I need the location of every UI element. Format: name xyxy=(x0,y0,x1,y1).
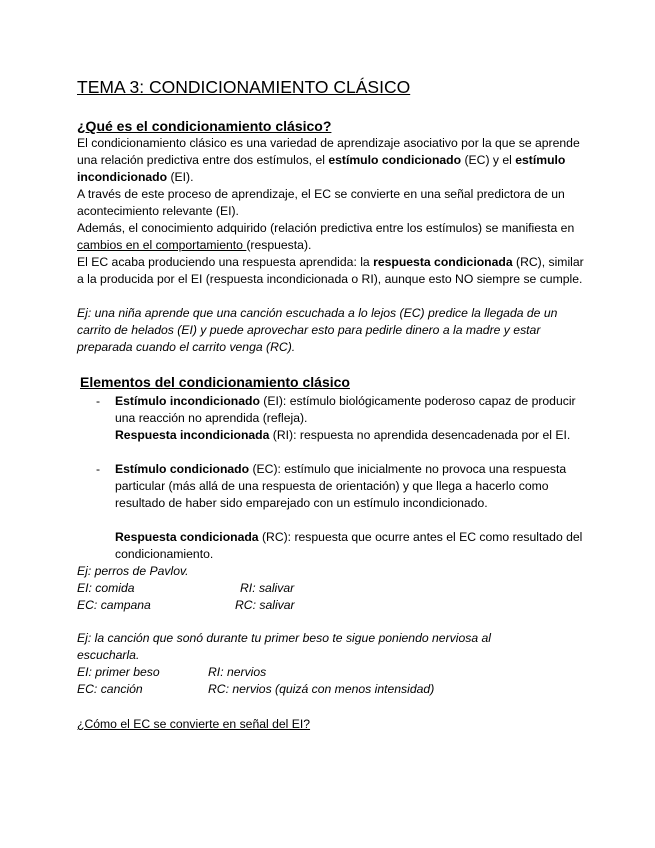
example-pavlov-rc: RC: salivar xyxy=(235,598,295,612)
list-bullet: - xyxy=(96,394,101,408)
paragraph-knowledge xyxy=(77,220,587,254)
list-item-ei xyxy=(115,393,585,427)
example-pavlov-title: Ej: perros de Pavlov. xyxy=(77,564,189,578)
text: (RC), similar a la producida por el EI (respuesta incondicionada o RI), aunque esto NO siempre se cumple. xyxy=(77,255,584,286)
text: (EC) y el xyxy=(461,153,516,167)
text: (RC): respuesta que ocurre antes el EC como resultado del condicionamiento. xyxy=(115,530,583,561)
bold-term: Respuesta incondicionada xyxy=(115,428,270,442)
example-pavlov-ei: EI: comida xyxy=(77,581,135,595)
list-subitem-ri xyxy=(115,427,585,444)
paragraph-response xyxy=(77,254,587,288)
text: (respuesta). xyxy=(246,238,312,252)
bold-term: Estímulo condicionado xyxy=(115,462,250,476)
text: (EC): estímulo que inicialmente no provoca una respuesta particular (más allá de una respuesta de orientación) y que llega a hacerlo como resultado de haber sido emparejado con un estímulo incondicionado. xyxy=(115,462,567,510)
list-item-ec xyxy=(115,461,585,512)
paragraph-definition xyxy=(77,135,587,186)
list-bullet: - xyxy=(96,462,101,476)
bold-term: Respuesta condicionada xyxy=(115,530,259,544)
bold-term: estímulo condicionado xyxy=(328,153,462,167)
section-heading-que-es: ¿Qué es el condicionamiento clásico? xyxy=(77,118,332,134)
underlined-text: cambios en el comportamiento xyxy=(77,238,247,252)
bold-term: estímulo incondicionado xyxy=(77,153,566,184)
section-heading-elementos: Elementos del condicionamiento clásico xyxy=(80,374,350,390)
example-song-ri: RI: nervios xyxy=(208,665,267,679)
section-heading-como: ¿Cómo el EC se convierte en señal del EI? xyxy=(77,717,311,731)
text: Además, el conocimiento adquirido (relación predictiva entre los estímulos) se manifiesta en xyxy=(77,221,575,235)
text: (RI): respuesta no aprendida desencadenada por el EI. xyxy=(269,428,571,442)
text: El condicionamiento clásico es una variedad de aprendizaje asociativo por la que se aprende una relación predictiva entre dos estímulos, el xyxy=(77,136,580,167)
example-song-ec: EC: canción xyxy=(77,682,143,696)
example-song-rc: RC: nervios (quizá con menos intensidad) xyxy=(208,682,435,696)
text: (EI): estímulo biológicamente poderoso capaz de producir una reacción no aprendida (refleja). xyxy=(115,394,576,425)
paragraph-signal: A través de este proceso de aprendizaje, el EC se convierte en una señal predictora de un acontecimiento relevante (EI). xyxy=(77,187,565,218)
bold-term: Estímulo incondicionado xyxy=(115,394,260,408)
example-pavlov-ri: RI: salivar xyxy=(240,581,295,595)
paragraph-example: Ej: una niña aprende que una canción escuchada a lo lejos (EC) predice la llegada de un carrito de helados (EI) y puede aprovechar esto para pedirle dinero a la madre y estar preparada cuando el carrito venga (RC). xyxy=(77,306,558,354)
text: (EI). xyxy=(167,170,194,184)
page-title: TEMA 3: CONDICIONAMIENTO CLÁSICO xyxy=(77,77,411,97)
bold-term: respuesta condicionada xyxy=(373,255,513,269)
example-song-ei: EI: primer beso xyxy=(77,665,160,679)
list-subitem-rc xyxy=(115,529,585,563)
example-pavlov-ec: EC: campana xyxy=(77,598,151,612)
example-song-title: Ej: la canción que sonó durante tu primer beso te sigue poniendo nerviosa al escucharla. xyxy=(77,631,491,662)
text: El EC acaba produciendo una respuesta aprendida: la xyxy=(77,255,374,269)
